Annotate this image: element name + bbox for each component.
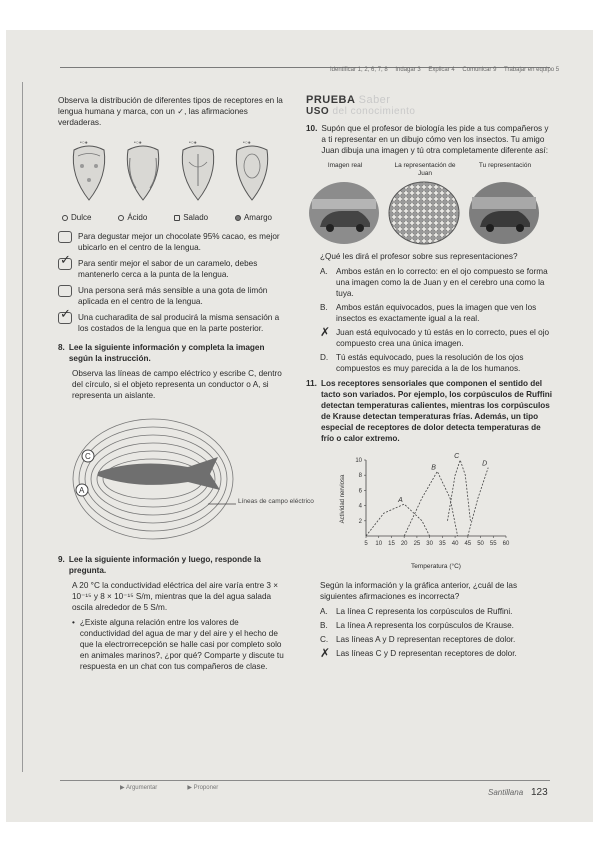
option-text: Las líneas C y D representan receptores de dolor.: [336, 649, 517, 658]
footer-tag: ▶ Argumentar: [120, 785, 158, 791]
question-number: 9.: [58, 555, 65, 564]
svg-text:•○●: •○●: [242, 140, 251, 146]
statement-item: [58, 285, 290, 307]
compound-eye-image: [388, 181, 460, 245]
option-text: Juan está equivocado y tú estás en lo correcto, pues el ojo compuesto crea una única imagen.: [336, 328, 550, 348]
answer-label: C: [85, 452, 91, 461]
answer-option[interactable]: [306, 352, 554, 374]
option-text: Las líneas A y D representan receptores de dolor.: [336, 635, 516, 644]
legend-circle-icon: [62, 215, 68, 221]
series-label: B: [431, 464, 436, 472]
series-label: D: [482, 460, 488, 468]
legend-square-icon: [174, 215, 180, 221]
question-10-prompt: ¿Qué les dirá el profesor sobre sus representaciones?: [320, 252, 518, 261]
y-tick-label: 6: [358, 488, 362, 495]
legend-circle-icon: [118, 215, 124, 221]
answer-option[interactable]: [306, 634, 554, 645]
statement-text: Para sentir mejor el sabor de un caramelo, debes mantenerlo cerca a la punta de la lengua.: [78, 259, 258, 279]
statement-text: Para degustar mejor un chocolate 95% cacao, es mejor ubicarlo en el centro de la lengua.: [78, 232, 280, 252]
question-9-text: A 20 °C la conductividad eléctrica del aire varía entre 3 × 10⁻¹⁵ y 8 × 10⁻¹⁵ S/m, mientras que la del agua salada oscila alrededor de 5 S/m.: [72, 581, 279, 612]
x-tick-label: 20: [400, 541, 408, 547]
section-heading: PRUEBA Saber: [306, 94, 391, 106]
footer-tags: [120, 784, 218, 791]
answer-option[interactable]: [306, 606, 554, 617]
option-letter: A.: [320, 607, 328, 616]
series-line-d: [468, 468, 488, 536]
question-9-bullet: • ¿Existe alguna relación entre los valores de conductividad del agua de mar y del aire y el hecho de que la electrorrecepción se halle casi por completo solo en animales marinos?, ¿por qué? Comparte y discute tu respuesta en un chat con tus compañeros de clase.: [72, 618, 284, 671]
skill-tag: Indagar 3: [395, 67, 421, 73]
chart-x-label: Temperatura (°C): [411, 563, 461, 570]
x-tick-label: 60: [502, 541, 510, 547]
checkmark-icon: ✓: [60, 307, 71, 322]
option-text: La línea C representa los corpúsculos de Ruffini.: [336, 607, 513, 616]
x-tick-label: 55: [489, 541, 497, 547]
question-11: [306, 378, 554, 444]
series-line-a: [366, 504, 430, 536]
x-tick-label: 45: [464, 541, 472, 547]
statement-text: Una persona será más sensible a una gota de limón aplicada en el centro de la lengua.: [78, 286, 268, 306]
x-tick-label: 30: [426, 541, 433, 547]
x-tick-label: 25: [413, 541, 421, 547]
selected-x-icon: ✗: [320, 325, 331, 339]
real-car-image: [308, 181, 380, 245]
svg-text:•○●: •○●: [134, 140, 143, 146]
question-text: Supón que el profesor de biología les pide a tus compañeros y a ti representar en un dibujo cómo ven los insectos. Tu amigo Juan dibuja una imagen y tú otra completamente diferente así:: [321, 124, 549, 155]
checkbox[interactable]: [58, 231, 72, 243]
series-label: C: [454, 453, 460, 460]
answer-label: A: [79, 486, 85, 495]
question-title: Lee la siguiente información y luego, responde la pregunta.: [68, 555, 261, 575]
image-labels: [310, 162, 540, 178]
bullet-icon: •: [72, 618, 75, 627]
skill-tag: Trabajar en equipo 5: [504, 67, 560, 73]
student-car-image: [468, 181, 540, 245]
option-text: La línea A representa los corpúsculos de Krause.: [336, 621, 514, 630]
option-text: Ambos están en lo correcto: en el ojo compuesto se forma una imagen como la de Juan y en el cerebro una como la tuya.: [336, 267, 548, 298]
answer-option[interactable]: [306, 302, 554, 324]
option-letter: A.: [320, 267, 328, 276]
svg-text:•○●: •○●: [188, 140, 197, 146]
image-label: Tu representación: [478, 162, 532, 169]
statement-item: [58, 307, 290, 334]
y-tick-label: 8: [358, 473, 362, 480]
temperature-chart: [336, 454, 516, 554]
series-label: A: [398, 497, 403, 505]
option-text: Tú estás equivocado, pues la resolución de los ojos compuestos es muy parecida a la de los humanos.: [336, 353, 524, 373]
taste-legend-item: Dulce: [62, 212, 91, 223]
question-8-text: Observa las líneas de campo eléctrico y escribe C, dentro del círculo, si el objeto representa un conductor o A, si representa un aislante.: [72, 369, 282, 400]
publisher-logo: Santillana: [488, 788, 524, 797]
skill-tag: Comunicar 9: [462, 67, 497, 73]
section-subheading: USO del conocimiento: [306, 106, 416, 117]
series-line-c: [448, 460, 471, 521]
image-label: Imagen real: [327, 162, 363, 169]
x-tick-label: 40: [451, 541, 459, 547]
question-number: 11.: [306, 379, 317, 388]
skills-bar: [330, 67, 565, 73]
image-label: La representación de Juan: [394, 162, 456, 177]
statement-item: [58, 231, 290, 253]
statement-text: Una cucharadita de sal producirá la misma sensación a los costados de la lengua que en la parte posterior.: [78, 313, 280, 333]
checkbox[interactable]: [58, 285, 72, 297]
option-text: Ambos están equivocados, pues la imagen que ven los insectos es exactamente igual a la real.: [336, 303, 537, 323]
x-tick-label: 5: [364, 541, 368, 547]
question-8: [58, 342, 290, 364]
insect-vision-images: [308, 181, 540, 245]
option-letter: D.: [320, 353, 329, 362]
answer-option-selected[interactable]: [306, 648, 554, 659]
y-tick-label: 4: [358, 503, 362, 510]
page-number: 123: [531, 787, 548, 798]
fish-field-figure: [68, 412, 314, 547]
y-axis-label: Actividad nerviosa: [340, 474, 346, 524]
checkbox[interactable]: [58, 307, 72, 324]
taste-legend: [62, 212, 272, 223]
question-title: Lee la siguiente información y completa la imagen según la instrucción.: [68, 343, 265, 363]
option-letter: B.: [320, 621, 328, 630]
right-column: [306, 95, 554, 662]
x-tick-label: 35: [439, 541, 446, 547]
taste-legend-item: Amargo: [235, 212, 272, 223]
question-10: [306, 123, 554, 156]
tongue-diagram-icon: [177, 136, 219, 206]
question-text: Los receptores sensoriales que componen el sentido del tacto son variados. Por ejemplo, los corpúsculos de Ruffini detectan temperaturas calientes, mientras los corpúsculos de Krause detectan temperaturas frías. Además, un tipo especial de receptores de dolor detecta temperaturas de frío o calor extremo.: [320, 379, 553, 443]
checkbox[interactable]: [58, 253, 72, 270]
option-letter: B.: [320, 303, 328, 312]
selected-x-icon: ✗: [320, 646, 331, 660]
tongue-diagram-icon: [122, 136, 164, 206]
question-9: [58, 554, 290, 576]
question-number: 10.: [306, 124, 318, 133]
tongue-figures: [68, 136, 273, 206]
answer-option-selected[interactable]: [306, 327, 554, 349]
y-tick-label: 2: [358, 518, 362, 525]
taste-legend-item: Salado: [174, 212, 208, 223]
y-tick-label: 10: [355, 458, 362, 464]
answer-option[interactable]: [306, 266, 554, 299]
statement-item: [58, 253, 290, 280]
tongue-diagram-icon: [68, 136, 110, 206]
tongue-intro: Observa la distribución de diferentes tipos de receptores en la lengua humana y marca, con un ✓, las afirmaciones verdaderas.: [58, 96, 283, 127]
skill-tag: Identificar 1, 2, 6, 7, 8: [330, 67, 388, 73]
checkmark-icon: ✓: [60, 253, 71, 268]
footer-tag: ▶ Proponer: [187, 785, 219, 791]
question-number: 8.: [58, 343, 65, 352]
x-tick-label: 50: [477, 541, 484, 547]
footer-rule: [60, 780, 550, 781]
tongue-diagram-icon: [231, 136, 273, 206]
svg-text:•○●: •○●: [80, 140, 88, 146]
question-11-prompt: Según la información y la gráfica anterior, ¿cuál de las siguientes afirmaciones es incorrecta?: [320, 581, 518, 601]
margin-rule: [22, 82, 23, 772]
x-tick-label: 10: [375, 541, 383, 547]
taste-legend-item: Ácido: [118, 212, 147, 223]
option-letter: C.: [320, 635, 329, 644]
skill-tag: Explicar 4: [428, 67, 455, 73]
legend-filled-circle-icon: [235, 215, 241, 221]
x-tick-label: 15: [388, 541, 395, 547]
answer-option[interactable]: [306, 620, 554, 631]
series-line-b: [404, 471, 457, 536]
callout-label: Líneas de campo eléctrico: [238, 498, 314, 505]
